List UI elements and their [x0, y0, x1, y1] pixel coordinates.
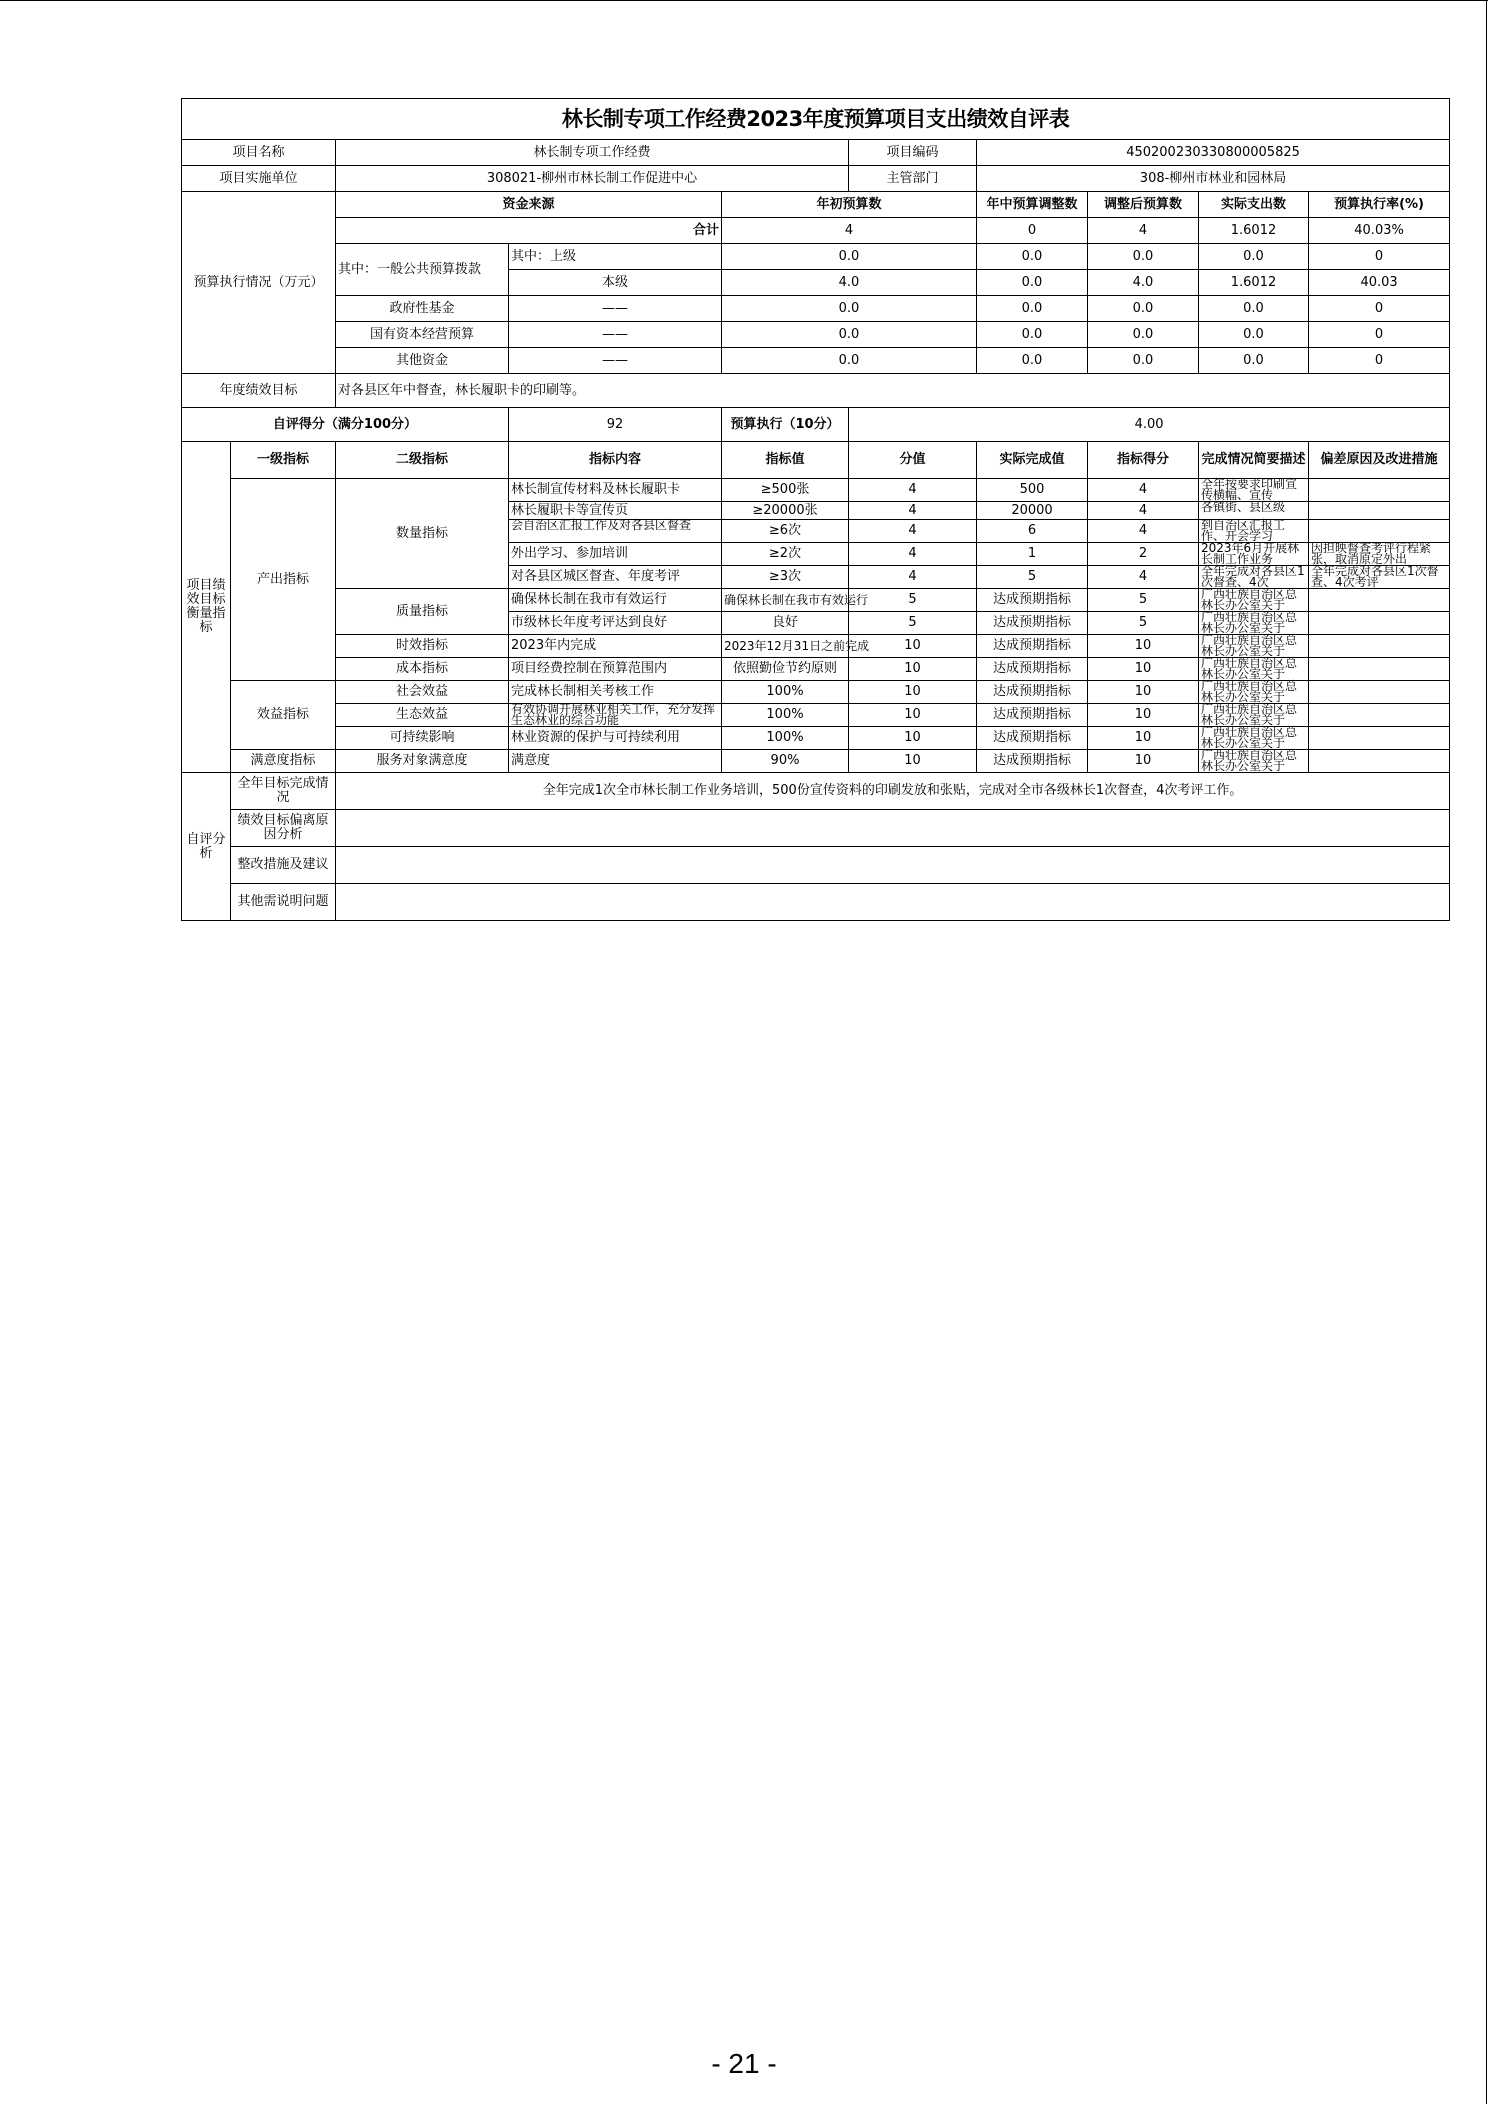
budget-capital-dash: —— — [509, 322, 722, 348]
indicator-reason — [1309, 502, 1450, 520]
annual-goal-value: 对各县区年中督查，林长履职卡的印刷等。 — [336, 374, 1450, 408]
indicator-points: 4 — [849, 479, 977, 502]
budget-total-adjusted: 4 — [1088, 218, 1199, 244]
budget-upper-rate: 0 — [1309, 244, 1450, 270]
budget-local-initial: 4.0 — [722, 270, 977, 296]
indicator-actual: 达成预期指标 — [977, 681, 1088, 704]
indicator-row — [182, 658, 1450, 681]
indicator-row — [182, 635, 1450, 658]
indicator-content: 林长制宣传材料及林长履职卡 — [509, 479, 722, 502]
indicator-actual: 达成预期指标 — [977, 727, 1088, 750]
indicator-score: 10 — [1088, 681, 1199, 704]
indicator-points: 10 — [849, 681, 977, 704]
budget-upper-adjusted: 0.0 — [1088, 244, 1199, 270]
indicator-score: 4 — [1088, 566, 1199, 589]
indicator-reason: 全年完成对各县区1次督查、4次考评 — [1309, 566, 1450, 589]
budget-other-dash: —— — [509, 348, 722, 374]
budget-local-adjusted: 4.0 — [1088, 270, 1199, 296]
info-row-1 — [182, 140, 1450, 166]
budget-other-adjust: 0.0 — [977, 348, 1088, 374]
indicator-points: 5 — [849, 589, 977, 612]
indicator-l2-cost: 成本指标 — [336, 658, 509, 681]
evaluation-table — [181, 98, 1450, 921]
budget-other-rate: 0 — [1309, 348, 1450, 374]
indicator-points: 10 — [849, 635, 977, 658]
budget-upper-adjust: 0.0 — [977, 244, 1088, 270]
indicator-row — [182, 727, 1450, 750]
indicator-score: 10 — [1088, 658, 1199, 681]
indicator-target: ≥500张 — [722, 479, 849, 502]
dept-label: 主管部门 — [849, 166, 977, 192]
indicator-desc: 到自治区汇报工作、开会学习 — [1199, 520, 1309, 543]
indicator-target: 良好 — [722, 612, 849, 635]
indicator-actual: 达成预期指标 — [977, 589, 1088, 612]
indicator-target: 2023年12月31日之前完成 — [722, 635, 849, 658]
indicator-actual: 达成预期指标 — [977, 612, 1088, 635]
indicator-target: 100% — [722, 727, 849, 750]
budget-capital-initial: 0.0 — [722, 322, 977, 348]
indicator-group-satisfaction: 满意度指标 — [231, 750, 336, 773]
budget-capital-adjust: 0.0 — [977, 322, 1088, 348]
budget-total-initial: 4 — [722, 218, 977, 244]
budget-public-label: 其中：一般公共预算拨款 — [336, 244, 509, 296]
indicator-header-content: 指标内容 — [509, 442, 722, 479]
annual-goal-label: 年度绩效目标 — [182, 374, 336, 408]
indicator-reason — [1309, 635, 1450, 658]
page-top-border — [0, 0, 1488, 1]
indicator-points: 10 — [849, 750, 977, 773]
indicator-target: ≥6次 — [722, 520, 849, 543]
indicator-target: 90% — [722, 750, 849, 773]
indicator-row — [182, 681, 1450, 704]
indicator-group-quality: 质量指标 — [336, 589, 509, 635]
indicator-reason: 因担映督查考评行程紧张，取消原定外出 — [1309, 543, 1450, 566]
indicator-content: 完成林长制相关考核工作 — [509, 681, 722, 704]
indicator-row — [182, 479, 1450, 502]
project-unit-value: 308021-柳州市林长制工作促进中心 — [336, 166, 849, 192]
indicator-content: 对各县区城区督查、年度考评 — [509, 566, 722, 589]
budget-local-actual: 1.6012 — [1199, 270, 1309, 296]
indicator-header-desc: 完成情况简要描述 — [1199, 442, 1309, 479]
annual-goal-row — [182, 374, 1450, 408]
indicator-reason — [1309, 681, 1450, 704]
budget-other-adjusted: 0.0 — [1088, 348, 1199, 374]
budget-exec-label: 预算执行（10分） — [722, 408, 849, 442]
project-name-label: 项目名称 — [182, 140, 336, 166]
budget-total-adjust: 0 — [977, 218, 1088, 244]
indicator-actual: 1 — [977, 543, 1088, 566]
indicator-points: 4 — [849, 520, 977, 543]
budget-local-adjust: 0.0 — [977, 270, 1088, 296]
indicator-header-points: 分值 — [849, 442, 977, 479]
indicator-reason — [1309, 704, 1450, 727]
indicator-row — [182, 704, 1450, 727]
analysis-item-label: 全年目标完成情况 — [231, 773, 336, 810]
project-code-value: 450200230330800005825 — [977, 140, 1450, 166]
indicator-header-actual: 实际完成值 — [977, 442, 1088, 479]
analysis-item-value — [336, 847, 1450, 884]
indicator-desc: 全年按要求印刷宣传横幅、宣传 — [1199, 479, 1309, 502]
indicator-l2-service: 服务对象满意度 — [336, 750, 509, 773]
indicator-content: 2023年内完成 — [509, 635, 722, 658]
indicator-content: 外出学习、参加培训 — [509, 543, 722, 566]
indicator-header-l2: 二级指标 — [336, 442, 509, 479]
indicator-content: 有效协调开展林业相关工作，充分发挥生态林业的综合功能 — [509, 704, 722, 727]
indicator-row — [182, 750, 1450, 773]
budget-upper-label: 其中：上级 — [509, 244, 722, 270]
budget-fund-dash: —— — [509, 296, 722, 322]
indicator-actual: 达成预期指标 — [977, 658, 1088, 681]
budget-local-rate: 40.03 — [1309, 270, 1450, 296]
indicator-group-quantity: 数量指标 — [336, 479, 509, 589]
budget-fund-row — [182, 296, 1450, 322]
budget-total-label: 合计 — [336, 218, 722, 244]
analysis-item-value — [336, 810, 1450, 847]
budget-upper-row — [182, 244, 1450, 270]
indicator-score: 5 — [1088, 589, 1199, 612]
budget-capital-adjusted: 0.0 — [1088, 322, 1199, 348]
indicator-content: 确保林长制在我市有效运行 — [509, 589, 722, 612]
indicator-content: 项目经费控制在预算范围内 — [509, 658, 722, 681]
indicator-score: 10 — [1088, 635, 1199, 658]
indicator-target: 100% — [722, 704, 849, 727]
analysis-row — [182, 847, 1450, 884]
indicator-desc: 广西壮族自治区总林长办公室关于 — [1199, 704, 1309, 727]
indicator-actual: 达成预期指标 — [977, 704, 1088, 727]
title-row — [182, 99, 1450, 140]
indicator-row — [182, 589, 1450, 612]
indicator-content: 林长履职卡等宣传页 — [509, 502, 722, 520]
indicator-l2-sustainable: 可持续影响 — [336, 727, 509, 750]
budget-total-actual: 1.6012 — [1199, 218, 1309, 244]
indicator-reason — [1309, 589, 1450, 612]
indicator-reason — [1309, 612, 1450, 635]
score-row — [182, 408, 1450, 442]
indicator-reason — [1309, 479, 1450, 502]
indicator-content: 满意度 — [509, 750, 722, 773]
indicator-points: 10 — [849, 658, 977, 681]
indicator-content: 市级林长年度考评达到良好 — [509, 612, 722, 635]
indicator-target: 100% — [722, 681, 849, 704]
analysis-item-label: 整改措施及建议 — [231, 847, 336, 884]
indicator-desc: 广西壮族自治区总林长办公室关于 — [1199, 635, 1309, 658]
indicator-desc: 广西壮族自治区总林长办公室关于 — [1199, 750, 1309, 773]
indicator-desc: 广西壮族自治区总林长办公室关于 — [1199, 612, 1309, 635]
analysis-row — [182, 810, 1450, 847]
budget-fund-label: 政府性基金 — [336, 296, 509, 322]
indicator-group-benefit: 效益指标 — [231, 681, 336, 750]
budget-fund-rate: 0 — [1309, 296, 1450, 322]
indicator-score: 10 — [1088, 704, 1199, 727]
indicator-score: 5 — [1088, 612, 1199, 635]
budget-other-initial: 0.0 — [722, 348, 977, 374]
indicator-score: 4 — [1088, 502, 1199, 520]
indicator-desc: 2023年6月开展林长制工作业务 — [1199, 543, 1309, 566]
indicator-actual: 达成预期指标 — [977, 750, 1088, 773]
budget-other-row — [182, 348, 1450, 374]
indicator-reason — [1309, 727, 1450, 750]
indicator-actual: 500 — [977, 479, 1088, 502]
indicator-l2-social: 社会效益 — [336, 681, 509, 704]
indicator-target: 确保林长制在我市有效运行 — [722, 589, 849, 612]
indicator-actual: 6 — [977, 520, 1088, 543]
indicator-group-output: 产出指标 — [231, 479, 336, 681]
indicator-actual: 5 — [977, 566, 1088, 589]
budget-capital-label: 国有资本经营预算 — [336, 322, 509, 348]
project-name-value: 林长制专项工作经费 — [336, 140, 849, 166]
budget-header-adjusted: 调整后预算数 — [1088, 192, 1199, 218]
indicator-desc: 全年完成对各县区1次督查、4次 — [1199, 566, 1309, 589]
budget-fund-adjust: 0.0 — [977, 296, 1088, 322]
indicator-header-score: 指标得分 — [1088, 442, 1199, 479]
indicator-header-target: 指标值 — [722, 442, 849, 479]
indicator-target: ≥20000张 — [722, 502, 849, 520]
budget-capital-rate: 0 — [1309, 322, 1450, 348]
page-title: 林长制专项工作经费2023年度预算项目支出绩效自评表 — [182, 99, 1450, 140]
budget-fund-initial: 0.0 — [722, 296, 977, 322]
indicator-actual: 20000 — [977, 502, 1088, 520]
analysis-row — [182, 884, 1450, 921]
indicator-actual: 达成预期指标 — [977, 635, 1088, 658]
indicator-header-reason: 偏差原因及改进措施 — [1309, 442, 1450, 479]
indicator-l2-timeliness: 时效指标 — [336, 635, 509, 658]
indicator-points: 5 — [849, 612, 977, 635]
budget-header-row — [182, 192, 1450, 218]
indicator-desc: 广西壮族自治区总林长办公室关于 — [1199, 681, 1309, 704]
budget-fund-adjusted: 0.0 — [1088, 296, 1199, 322]
budget-local-label: 本级 — [509, 270, 722, 296]
budget-header-source: 资金来源 — [336, 192, 722, 218]
indicator-header-l1: 一级指标 — [231, 442, 336, 479]
indicator-points: 4 — [849, 502, 977, 520]
indicator-score: 4 — [1088, 479, 1199, 502]
indicator-target: ≥2次 — [722, 543, 849, 566]
budget-capital-row — [182, 322, 1450, 348]
indicator-score: 10 — [1088, 750, 1199, 773]
indicator-l2-ecological: 生态效益 — [336, 704, 509, 727]
budget-fund-actual: 0.0 — [1199, 296, 1309, 322]
indicator-desc: 各镇街、县区级 — [1199, 502, 1309, 520]
budget-total-rate: 40.03% — [1309, 218, 1450, 244]
page-right-border — [1486, 0, 1487, 2104]
project-code-label: 项目编码 — [849, 140, 977, 166]
indicator-points: 4 — [849, 543, 977, 566]
indicator-desc: 广西壮族自治区总林长办公室关于 — [1199, 658, 1309, 681]
project-unit-label: 项目实施单位 — [182, 166, 336, 192]
analysis-item-label: 其他需说明问题 — [231, 884, 336, 921]
budget-other-label: 其他资金 — [336, 348, 509, 374]
self-score-label: 自评得分（满分100分） — [182, 408, 509, 442]
budget-other-actual: 0.0 — [1199, 348, 1309, 374]
indicator-points: 4 — [849, 566, 977, 589]
page-number: - 21 - — [711, 2048, 777, 2079]
indicator-target: 依照勤俭节约原则 — [722, 658, 849, 681]
indicator-score: 10 — [1088, 727, 1199, 750]
indicator-score: 4 — [1088, 520, 1199, 543]
analysis-section-label: 自评分析 — [182, 773, 231, 921]
analysis-item-label: 绩效目标偏离原因分析 — [231, 810, 336, 847]
indicator-header-row — [182, 442, 1450, 479]
indicator-section-label: 项目绩效目标衡量指标 — [182, 442, 231, 773]
indicator-desc: 广西壮族自治区总林长办公室关于 — [1199, 727, 1309, 750]
indicator-reason — [1309, 750, 1450, 773]
indicator-reason — [1309, 658, 1450, 681]
budget-capital-actual: 0.0 — [1199, 322, 1309, 348]
evaluation-sheet — [181, 98, 1449, 921]
budget-header-initial: 年初预算数 — [722, 192, 977, 218]
budget-header-rate: 预算执行率(%) — [1309, 192, 1450, 218]
indicator-desc: 广西壮族自治区总林长办公室关于 — [1199, 589, 1309, 612]
indicator-score: 2 — [1088, 543, 1199, 566]
budget-total-row — [182, 218, 1450, 244]
analysis-item-value — [336, 884, 1450, 921]
info-row-2 — [182, 166, 1450, 192]
indicator-content: 会自治区汇报工作及对各县区督查 — [509, 520, 722, 543]
indicator-points: 10 — [849, 704, 977, 727]
budget-header-adjust: 年中预算调整数 — [977, 192, 1088, 218]
indicator-content: 林业资源的保护与可持续利用 — [509, 727, 722, 750]
budget-upper-initial: 0.0 — [722, 244, 977, 270]
indicator-points: 10 — [849, 727, 977, 750]
indicator-reason — [1309, 520, 1450, 543]
budget-upper-actual: 0.0 — [1199, 244, 1309, 270]
budget-header-actual: 实际支出数 — [1199, 192, 1309, 218]
dept-value: 308-柳州市林业和园林局 — [977, 166, 1450, 192]
analysis-item-value: 全年完成1次全市林长制工作业务培训，500份宣传资料的印刷发放和张贴，完成对全市各级林长1次督查，4次考评工作。 — [336, 773, 1450, 810]
indicator-target: ≥3次 — [722, 566, 849, 589]
budget-section-label: 预算执行情况（万元） — [182, 192, 336, 374]
analysis-row — [182, 773, 1450, 810]
self-score-value: 92 — [509, 408, 722, 442]
budget-exec-value: 4.00 — [849, 408, 1450, 442]
